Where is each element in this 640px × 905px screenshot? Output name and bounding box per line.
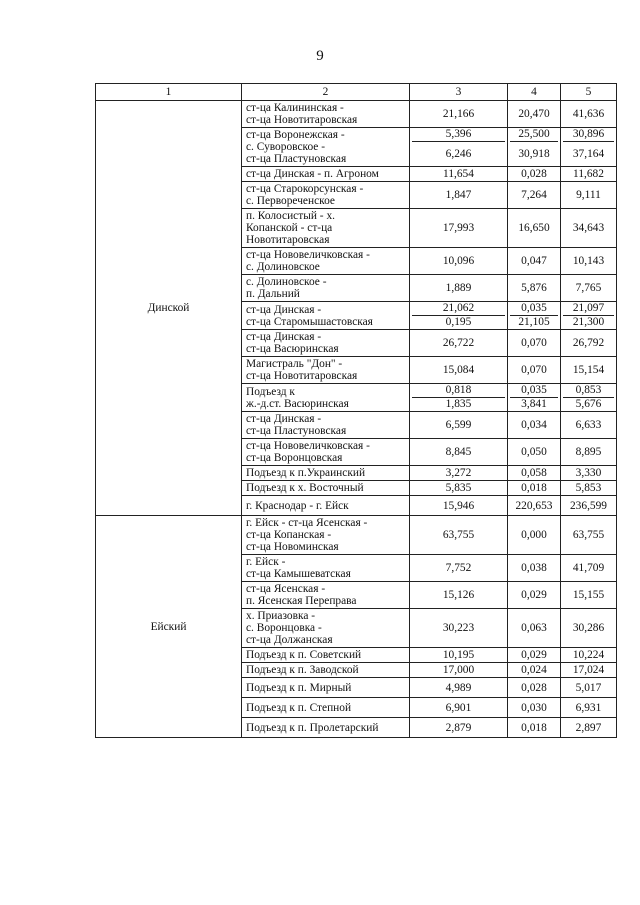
header-col-4: 4 <box>508 84 561 101</box>
value-col-3-segment: 6,246 <box>412 141 505 166</box>
road-name-line: ст-ца Динская - п. Агроном <box>246 168 379 180</box>
value-col-4: 0,029 <box>508 648 561 663</box>
value-col-4: 0,063 <box>508 609 561 648</box>
value-col-3: 2,879 <box>410 718 508 738</box>
value-col-3: 5,835 <box>410 481 508 496</box>
value-col-3-segment: 5,396 <box>445 128 472 140</box>
road-name-line: Подъезд к <box>246 385 295 398</box>
road-name-line: ст-ца Должанская <box>246 634 333 646</box>
value-col-3: 17,000 <box>410 663 508 678</box>
road-name-line: ст-ца Динская - <box>246 303 322 316</box>
value-col-4-segment: 0,035 <box>521 384 547 396</box>
value-col-5: 5,017 <box>561 678 617 698</box>
value-col-5-segment: 30,896 <box>572 128 605 140</box>
road-name-line: Новотитаровская <box>246 234 330 246</box>
value-col-5: 2,897 <box>561 718 617 738</box>
value-col-4: 7,264 <box>508 182 561 209</box>
road-name-line: п. Колосистый - х. <box>246 210 335 222</box>
value-col-4: 0,028 <box>508 678 561 698</box>
value-col-4: 0,018 <box>508 481 561 496</box>
value-col-5: 8,895 <box>561 439 617 466</box>
road-name-cell <box>242 167 410 182</box>
page-number: 9 <box>316 48 324 64</box>
value-col-4: 20,470 <box>508 101 561 128</box>
value-col-3-split <box>410 128 508 167</box>
road-name-line: с. Долиновское <box>246 261 320 273</box>
value-col-5: 34,643 <box>561 209 617 248</box>
road-name-line: ст-ца Ясенская - <box>246 583 326 595</box>
header-col-2: 2 <box>242 84 410 101</box>
road-name-cell <box>242 330 410 357</box>
value-col-5-segment: 5,676 <box>563 397 614 411</box>
road-name-line: ст-ца Камышеватская <box>246 568 351 580</box>
road-name-line: Подъезд к п. Степной <box>246 701 352 714</box>
road-name-cell <box>242 481 410 496</box>
road-name-line: Подъезд к п. Советский <box>246 649 362 661</box>
value-col-5-segment: 21,097 <box>572 302 605 314</box>
value-col-5: 15,154 <box>561 357 617 384</box>
road-name-cell <box>242 182 410 209</box>
district-cell: Динской <box>96 101 242 516</box>
road-name-line: ст-ца Васюринская <box>246 343 339 355</box>
value-col-4-split <box>508 384 561 412</box>
road-name-cell <box>242 663 410 678</box>
road-name-cell <box>242 302 410 330</box>
value-col-3: 17,993 <box>410 209 508 248</box>
value-col-5: 30,286 <box>561 609 617 648</box>
table-row <box>96 101 617 128</box>
value-col-5: 17,024 <box>561 663 617 678</box>
value-col-5: 11,682 <box>561 167 617 182</box>
value-col-4: 0,058 <box>508 466 561 481</box>
value-col-5: 7,765 <box>561 275 617 302</box>
value-col-4-segment: 21,105 <box>510 315 558 329</box>
value-col-4: 0,034 <box>508 412 561 439</box>
road-name-line: с. Первореченское <box>246 195 335 207</box>
value-col-4: 0,047 <box>508 248 561 275</box>
road-name-line: ст-ца Воронежская - <box>246 129 345 141</box>
road-name-cell <box>242 439 410 466</box>
road-name-cell <box>242 609 410 648</box>
value-col-4: 0,018 <box>508 718 561 738</box>
road-name-line: ст-ца Калининская - <box>246 102 344 114</box>
value-col-3: 15,946 <box>410 496 508 516</box>
value-col-3: 15,084 <box>410 357 508 384</box>
value-col-3: 1,847 <box>410 182 508 209</box>
value-col-3: 6,901 <box>410 698 508 718</box>
value-col-4-segment: 0,035 <box>521 302 547 314</box>
road-name-cell <box>242 718 410 738</box>
value-col-3: 4,989 <box>410 678 508 698</box>
value-col-3: 6,599 <box>410 412 508 439</box>
value-col-3: 8,845 <box>410 439 508 466</box>
value-col-3-segment: 0,195 <box>412 315 505 329</box>
road-name-cell <box>242 555 410 582</box>
road-name-line: ст-ца Нововеличковская - <box>246 440 370 452</box>
value-col-4: 5,876 <box>508 275 561 302</box>
value-col-5: 9,111 <box>561 182 617 209</box>
header-col-1: 1 <box>96 84 242 101</box>
road-name-line: с. Долиновское - <box>246 276 327 288</box>
value-col-3: 10,096 <box>410 248 508 275</box>
value-col-5: 5,853 <box>561 481 617 496</box>
road-name-cell <box>242 496 410 516</box>
road-name-line: ст-ца Старокорсунская - <box>246 183 364 195</box>
value-col-5-segment: 21,300 <box>563 315 614 329</box>
value-col-5: 41,636 <box>561 101 617 128</box>
value-col-5: 3,330 <box>561 466 617 481</box>
road-name-cell <box>242 357 410 384</box>
road-name-line: п. Дальний <box>246 288 300 300</box>
header-col-5: 5 <box>561 84 617 101</box>
road-name-line: х. Приазовка - <box>246 610 316 622</box>
value-col-3: 7,752 <box>410 555 508 582</box>
value-col-4: 0,024 <box>508 663 561 678</box>
value-col-3: 15,126 <box>410 582 508 609</box>
road-name-line: с. Суворовское - <box>246 141 325 153</box>
value-col-3-segment: 1,835 <box>412 397 505 411</box>
value-col-4: 0,050 <box>508 439 561 466</box>
value-col-4-segment: 3,841 <box>510 397 558 411</box>
value-col-4: 0,070 <box>508 357 561 384</box>
table-header-row <box>96 84 617 101</box>
value-col-3-segment: 21,062 <box>442 302 475 314</box>
value-col-4-segment: 25,500 <box>518 128 550 140</box>
value-col-5-segment: 0,853 <box>575 384 602 396</box>
value-col-4: 0,000 <box>508 516 561 555</box>
road-name-line: г. Ейск - <box>246 556 286 568</box>
road-length-table <box>95 83 617 738</box>
header-col-3: 3 <box>410 84 508 101</box>
value-col-3-split <box>410 384 508 412</box>
road-name-line: Подъезд к х. Восточный <box>246 482 364 494</box>
value-col-3: 3,272 <box>410 466 508 481</box>
value-col-5: 15,155 <box>561 582 617 609</box>
road-name-cell <box>242 101 410 128</box>
value-col-3: 26,722 <box>410 330 508 357</box>
road-name-line: ст-ца Динская - <box>246 413 322 425</box>
value-col-5: 6,633 <box>561 412 617 439</box>
value-col-3: 21,166 <box>410 101 508 128</box>
value-col-4: 0,038 <box>508 555 561 582</box>
road-name-line: Магистраль "Дон" - <box>246 358 343 370</box>
value-col-5: 6,931 <box>561 698 617 718</box>
road-name-cell <box>242 128 410 167</box>
value-col-3-segment: 0,818 <box>445 384 472 396</box>
road-name-line: Подъезд к п. Пролетарский <box>246 721 379 734</box>
road-name-cell <box>242 412 410 439</box>
value-col-3: 10,195 <box>410 648 508 663</box>
road-name-line: Подъезд к п. Мирный <box>246 681 352 694</box>
value-col-5: 63,755 <box>561 516 617 555</box>
road-name-cell <box>242 384 410 412</box>
road-name-line: ст-ца Новотитаровская <box>246 114 358 126</box>
road-name-line: Подъезд к п. Заводской <box>246 664 359 676</box>
road-name-cell <box>242 248 410 275</box>
value-col-5: 26,792 <box>561 330 617 357</box>
road-name-line: ст-ца Новотитаровская <box>246 370 358 382</box>
value-col-3: 11,654 <box>410 167 508 182</box>
road-name-line: ст-ца Пластуновская <box>246 425 347 437</box>
road-name-line: ст-ца Пластуновская <box>246 153 347 165</box>
value-col-5: 10,224 <box>561 648 617 663</box>
value-col-5-split <box>561 128 617 167</box>
table-row <box>96 516 617 555</box>
value-col-4: 0,029 <box>508 582 561 609</box>
road-name-line: с. Воронцовка - <box>246 622 322 634</box>
value-col-5: 10,143 <box>561 248 617 275</box>
road-name-cell <box>242 466 410 481</box>
road-name-line: ст-ца Новоминская <box>246 541 339 553</box>
value-col-3: 63,755 <box>410 516 508 555</box>
road-name-line: ст-ца Воронцовская <box>246 452 343 464</box>
road-name-line: Копанской - ст-ца <box>246 222 333 234</box>
road-name-cell <box>242 698 410 718</box>
value-col-5-split <box>561 384 617 412</box>
value-col-5-split <box>561 302 617 330</box>
road-name-cell <box>242 209 410 248</box>
value-col-4: 0,070 <box>508 330 561 357</box>
value-col-4: 220,653 <box>508 496 561 516</box>
value-col-4-segment: 30,918 <box>510 141 558 166</box>
value-col-3-split <box>410 302 508 330</box>
road-name-cell <box>242 678 410 698</box>
value-col-5: 41,709 <box>561 555 617 582</box>
road-name-line: г. Ейск - ст-ца Ясенская - <box>246 517 368 529</box>
value-col-4: 16,650 <box>508 209 561 248</box>
road-name-cell <box>242 648 410 663</box>
value-col-3: 1,889 <box>410 275 508 302</box>
road-name-cell <box>242 582 410 609</box>
value-col-4-split <box>508 128 561 167</box>
road-name-line: ст-ца Старомышастовская <box>246 315 373 328</box>
road-name-cell <box>242 275 410 302</box>
road-name-line: г. Краснодар - г. Ейск <box>246 499 349 512</box>
road-name-line: ст-ца Нововеличковская - <box>246 249 370 261</box>
value-col-4: 0,028 <box>508 167 561 182</box>
road-name-line: ж.-д.ст. Васюринская <box>246 397 349 410</box>
district-cell: Ейский <box>96 516 242 738</box>
value-col-5: 236,599 <box>561 496 617 516</box>
road-name-line: п. Ясенская Переправа <box>246 595 357 607</box>
road-name-cell <box>242 516 410 555</box>
value-col-4: 0,030 <box>508 698 561 718</box>
value-col-4-split <box>508 302 561 330</box>
road-name-line: ст-ца Динская - <box>246 331 322 343</box>
value-col-3: 30,223 <box>410 609 508 648</box>
road-name-line: Подъезд к п.Украинский <box>246 467 366 479</box>
road-name-line: ст-ца Копанская - <box>246 529 332 541</box>
value-col-5-segment: 37,164 <box>563 141 614 166</box>
